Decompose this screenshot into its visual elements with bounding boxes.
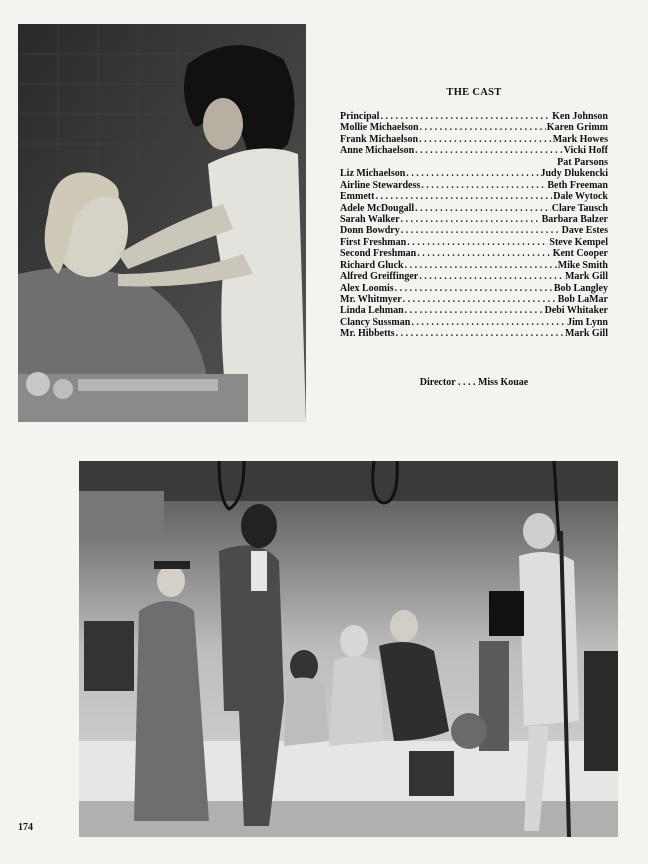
leader-dots bbox=[420, 122, 546, 133]
cast-row bbox=[340, 328, 608, 339]
cast-role: Emmett bbox=[340, 191, 375, 203]
cast-actor: Judy Dlukencki bbox=[540, 168, 608, 180]
cast-actor: Clare Tausch bbox=[551, 202, 608, 214]
leader-dots bbox=[401, 214, 541, 225]
cast-actor: Ken Johnson bbox=[552, 111, 608, 122]
cast-actor: Jim Lynn bbox=[567, 316, 608, 328]
cast-actor: Bob LaMar bbox=[557, 294, 608, 305]
cast-role: Airline Stewardess bbox=[340, 179, 421, 191]
cast-actor: Vicki Hoff bbox=[563, 145, 608, 157]
cast-role: Clancy Sussman bbox=[340, 316, 411, 328]
cast-actor: Karen Grimm bbox=[546, 122, 608, 134]
leader-dots bbox=[407, 237, 548, 248]
leader-dots bbox=[419, 134, 552, 145]
leader-dots bbox=[411, 317, 566, 328]
cast-actor: Kent Cooper bbox=[552, 248, 608, 260]
cast-row bbox=[340, 294, 608, 305]
cast-actor: Mark Gill bbox=[564, 271, 608, 283]
cast-row bbox=[340, 203, 608, 214]
makeup-photo-icon bbox=[18, 24, 306, 422]
cast-role: Anne Michaelson bbox=[340, 145, 415, 157]
leader-dots bbox=[415, 203, 551, 214]
cast-role: Liz Michaelson bbox=[340, 168, 406, 180]
cast-role: Adele McDougall bbox=[340, 202, 415, 214]
cast-role: Donn Bowdry bbox=[340, 225, 400, 237]
cast-actor: Dale Wytock bbox=[553, 191, 608, 203]
cast-role: Mr. Hibbetts bbox=[340, 328, 395, 340]
leader-dots bbox=[380, 111, 551, 122]
cast-row bbox=[340, 122, 608, 133]
cast-row bbox=[340, 317, 608, 328]
cast-title: THE CAST bbox=[446, 87, 502, 98]
cast-row bbox=[340, 145, 608, 156]
makeup-photo bbox=[18, 24, 306, 422]
leader-dots bbox=[401, 225, 561, 236]
cast-actor: Mike Smith bbox=[557, 259, 608, 271]
cast-row bbox=[340, 283, 608, 294]
cast-role: Mr. Whitmyer bbox=[340, 294, 402, 305]
stage-play-photo bbox=[79, 461, 618, 837]
cast-actor: Bob Langley bbox=[553, 282, 608, 294]
leader-dots bbox=[405, 260, 557, 271]
leader-dots bbox=[396, 328, 564, 339]
page-number: 174 bbox=[18, 822, 33, 833]
cast-row bbox=[340, 260, 608, 271]
leader-dots bbox=[421, 180, 546, 191]
cast-actor: Mark Gill bbox=[564, 328, 608, 340]
cast-actor: Dave Estes bbox=[561, 225, 608, 237]
cast-row bbox=[340, 237, 608, 248]
cast-role: Alex Loomis bbox=[340, 282, 394, 294]
leader-dots bbox=[419, 271, 564, 282]
cast-row bbox=[340, 305, 608, 316]
cast-row bbox=[340, 191, 608, 202]
cast-row bbox=[340, 134, 608, 145]
cast-actor: Barbara Balzer bbox=[541, 213, 608, 225]
leader-dots bbox=[395, 283, 553, 294]
cast-role: Sarah Walker bbox=[340, 213, 400, 225]
leader-dots bbox=[405, 305, 544, 316]
director-credit: Director . . . . Miss Kouae bbox=[419, 377, 529, 388]
cast-role: Richard Gluck bbox=[340, 259, 404, 271]
cast-row bbox=[340, 157, 608, 168]
cast-row bbox=[340, 248, 608, 259]
cast-role: Principal bbox=[340, 111, 380, 122]
cast-role: Mollie Michaelson bbox=[340, 122, 419, 134]
cast-actor: Steve Kempel bbox=[549, 236, 608, 248]
leader-dots bbox=[417, 248, 552, 259]
cast-row bbox=[340, 214, 608, 225]
cast-actor: Pat Parsons bbox=[557, 156, 608, 168]
cast-role: Frank Michaelson bbox=[340, 133, 419, 145]
leader-dots bbox=[415, 145, 562, 156]
cast-role: Alfred Greiffinger bbox=[340, 271, 419, 283]
cast-role: Second Freshman bbox=[340, 248, 417, 260]
cast-row bbox=[340, 168, 608, 179]
leader-dots bbox=[375, 191, 552, 202]
cast-row bbox=[340, 180, 608, 191]
cast-row bbox=[340, 225, 608, 236]
leader-dots bbox=[403, 294, 557, 305]
cast-actor: Mark Howes bbox=[552, 133, 608, 145]
cast-actor: Debi Whitaker bbox=[544, 305, 608, 317]
cast-actor: Beth Freeman bbox=[547, 179, 608, 191]
cast-role: Linda Lehman bbox=[340, 305, 404, 317]
cast-row bbox=[340, 111, 608, 122]
cast-role: First Freshman bbox=[340, 236, 407, 248]
cast-row bbox=[340, 271, 608, 282]
cast-list bbox=[340, 111, 608, 340]
leader-dots bbox=[406, 168, 539, 179]
stage-play-photo-icon bbox=[79, 461, 618, 837]
